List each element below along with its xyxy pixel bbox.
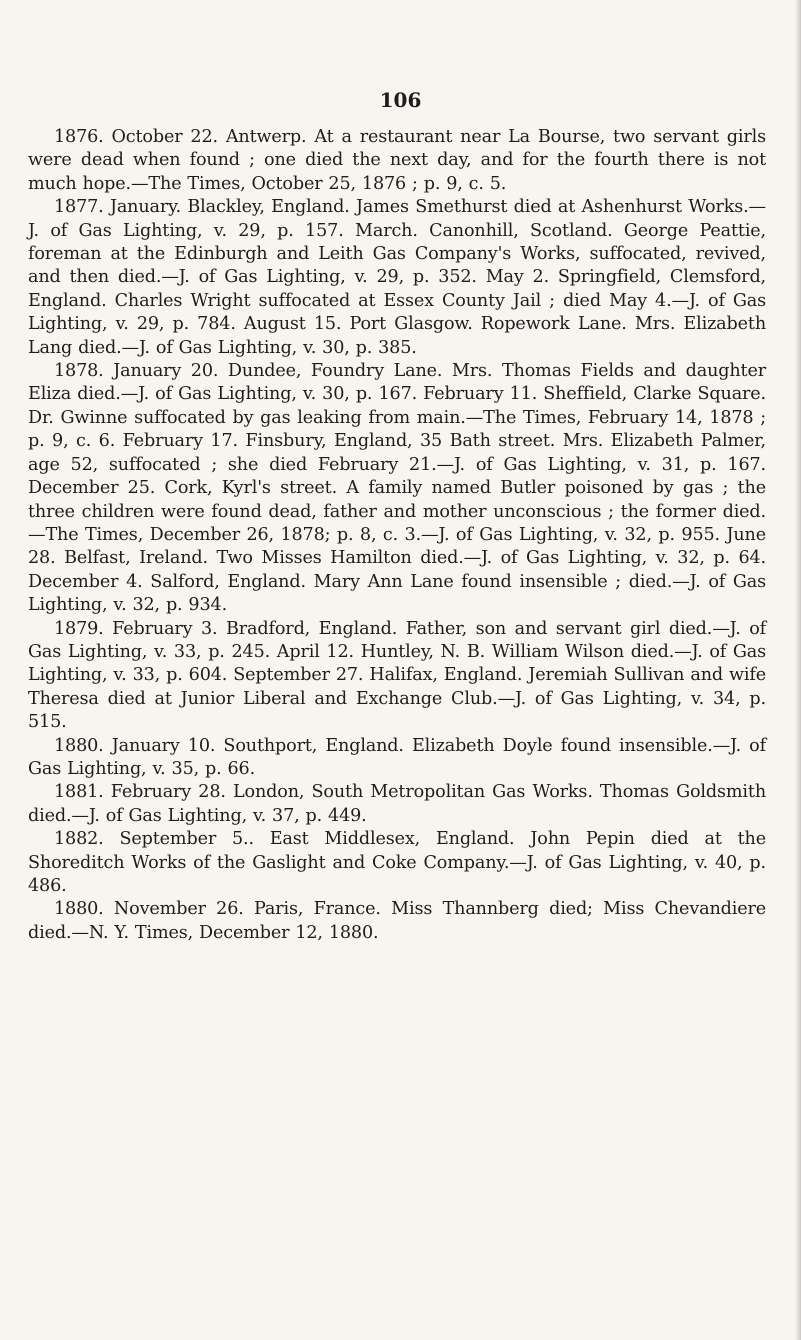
page-edge-shadow bbox=[795, 0, 801, 1340]
paragraph-1877: 1877. January. Blackley, England. James Smethurst died at Ashenhurst Works.—J. of Gas Lighting, v. 29, p. 157. March. Canonhill, Scotland. George Peattie, foreman at the Edinburgh and Leith Gas Company's Works, suffocated, revived, and then died.—J. of Gas Lighting, v. 29, p. 352. May 2. Springfield, Clemsford, England. Charles Wright suffocated at Essex County Jail ; died May 4.—J. of Gas Lighting, v. 29, p. 784. August 15. Port Glasgow. Ropework Lane. Mrs. Elizabeth Lang died.—J. of Gas Lighting, v. 30, p. 385. bbox=[28, 197, 766, 358]
paragraph-1880-january: 1880. January 10. Southport, England. Elizabeth Doyle found insensible.—J. of Gas Lighting, v. 35, p. 66. bbox=[28, 735, 766, 779]
paragraph-1881: 1881. February 28. London, South Metropolitan Gas Works. Thomas Goldsmith died.—J. of Gas Lighting, v. 37, p. 449. bbox=[28, 782, 766, 826]
paragraph-1878: 1878. January 20. Dundee, Foundry Lane. Mrs. Thomas Fields and daughter Eliza died.—J. of Gas Lighting, v. 30, p. 167. February 11. Sheffield, Clarke Square. Dr. Gwinne suffocated by gas leaking from main.—The Times, February 14, 1878 ; p. 9, c. 6. February 17. Finsbury, England, 35 Bath street. Mrs. Elizabeth Palmer, age 52, suffocated ; she died February 21.—J. of Gas Lighting, v. 31, p. 167. December 25. Cork, Kyrl's street. A family named Butler poisoned by gas ; the three children were found dead, father and mother unconscious ; the former died.—The Times, December 26, 1878; p. 8, c. 3.—J. of Gas Lighting, v. 32, p. 955. June 28. Belfast, Ireland. Two Misses Hamilton died.—J. of Gas Lighting, v. 32, p. 64. December 4. Salford, England. Mary Ann Lane found insensible ; died.—J. of Gas Lighting, v. 32, p. 934. bbox=[28, 361, 766, 616]
paragraph-1879: 1879. February 3. Bradford, England. Father, son and servant girl died.—J. of Gas Lighting, v. 33, p. 245. April 12. Huntley, N. B. William Wilson died.—J. of Gas Lighting, v. 33, p. 604. September 27. Halifax, England. Jeremiah Sullivan and wife Theresa died at Junior Liberal and Exchange Club.—J. of Gas Lighting, v. 34, p. 515. bbox=[28, 618, 766, 733]
page-number: 106 bbox=[379, 88, 422, 112]
paragraph-1876: 1876. October 22. Antwerp. At a restaurant near La Bourse, two servant girls were dead when found ; one died the next day, and for the fourth there is not much hope.—The Times, October 25, 1876 ; p. 9, c. 5. bbox=[28, 127, 766, 194]
paragraph-1882: 1882. September 5.. East Middlesex, England. John Pepin died at the Shoreditch Works of the Gaslight and Coke Company.—J. of Gas Lighting, v. 40, p. 486. bbox=[28, 829, 766, 896]
body-text bbox=[28, 126, 766, 945]
paragraph-1880-november: 1880. November 26. Paris, France. Miss Thannberg died; Miss Chevandiere died.—N. Y. Times, December 12, 1880. bbox=[28, 899, 766, 943]
